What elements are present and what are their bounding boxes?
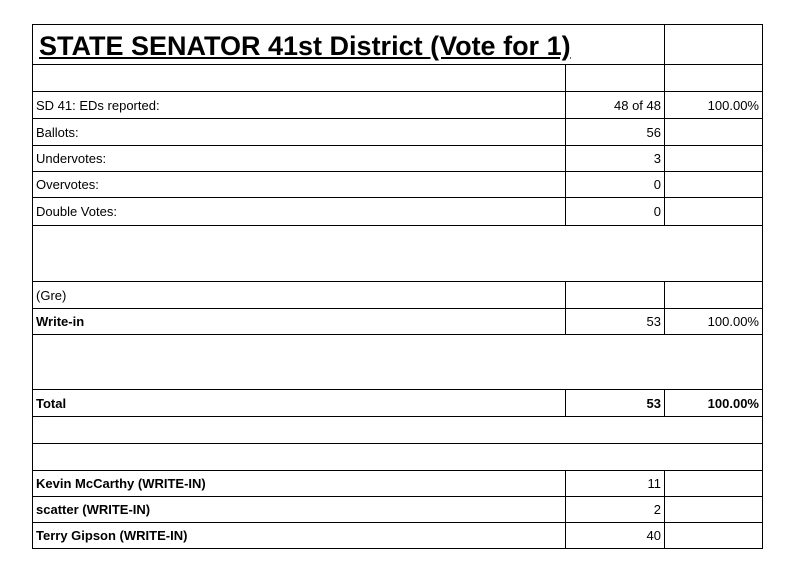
double-votes-value: 0 bbox=[565, 197, 665, 226]
eds-reported-count: 48 of 48 bbox=[565, 91, 665, 119]
party-label: (Gre) bbox=[32, 281, 566, 309]
results-table bbox=[32, 24, 763, 549]
party-value bbox=[565, 281, 665, 309]
candidate-votes: 40 bbox=[565, 522, 665, 549]
eds-reported-percent: 100.00% bbox=[664, 91, 763, 119]
ballots-percent bbox=[664, 118, 763, 146]
undervotes-percent bbox=[664, 145, 763, 172]
blank-row-label bbox=[32, 64, 566, 92]
undervotes-label: Undervotes: bbox=[32, 145, 566, 172]
total-percent: 100.00% bbox=[664, 389, 763, 417]
double-votes-percent bbox=[664, 197, 763, 226]
spacer-row bbox=[32, 416, 763, 444]
candidate-votes: 11 bbox=[565, 470, 665, 497]
spacer-row bbox=[32, 334, 763, 390]
overvotes-label: Overvotes: bbox=[32, 171, 566, 198]
undervotes-value: 3 bbox=[565, 145, 665, 172]
ballots-label: Ballots: bbox=[32, 118, 566, 146]
candidate-votes: 2 bbox=[565, 496, 665, 523]
spacer-row bbox=[32, 225, 763, 282]
eds-reported-label: SD 41: EDs reported: bbox=[32, 91, 566, 119]
candidate-name: Kevin McCarthy (WRITE-IN) bbox=[32, 470, 566, 497]
overvotes-percent bbox=[664, 171, 763, 198]
candidate-percent bbox=[664, 470, 763, 497]
ballots-value: 56 bbox=[565, 118, 665, 146]
writein-votes: 53 bbox=[565, 308, 665, 335]
blank-row-value bbox=[565, 64, 665, 92]
double-votes-label: Double Votes: bbox=[32, 197, 566, 226]
candidate-name: Terry Gipson (WRITE-IN) bbox=[32, 522, 566, 549]
writein-percent: 100.00% bbox=[664, 308, 763, 335]
blank-row-percent bbox=[664, 64, 763, 92]
candidate-name: scatter (WRITE-IN) bbox=[32, 496, 566, 523]
total-votes: 53 bbox=[565, 389, 665, 417]
candidate-percent bbox=[664, 496, 763, 523]
page-title: STATE SENATOR 41st District (Vote for 1) bbox=[32, 24, 665, 65]
candidate-percent bbox=[664, 522, 763, 549]
spacer-row bbox=[32, 443, 763, 471]
overvotes-value: 0 bbox=[565, 171, 665, 198]
title-blank-cell bbox=[664, 24, 763, 65]
writein-label: Write-in bbox=[32, 308, 566, 335]
total-label: Total bbox=[32, 389, 566, 417]
party-percent bbox=[664, 281, 763, 309]
